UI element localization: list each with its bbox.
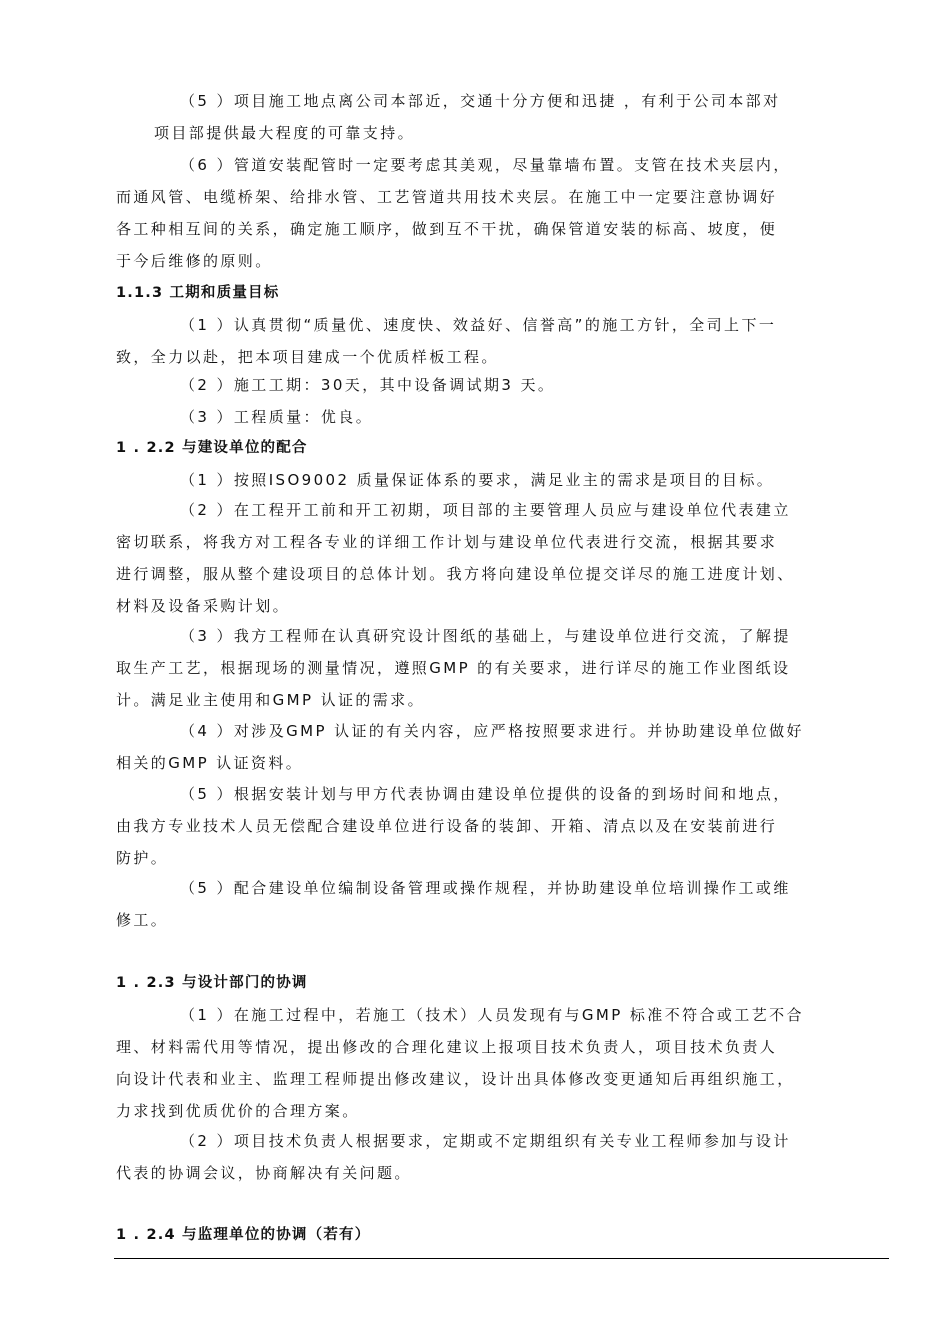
paragraph [116,620,791,716]
paragraph [116,715,804,779]
text-line: 于今后维修的原则。 [116,252,273,270]
text-line: 理、材料需代用等情况，提出修改的合理化建议上报项目技术负责人，项目技术负责人 [116,1038,778,1056]
text-line: （5 ）项目施工地点离公司本部近，交通十分方便和迅捷 ，有利于公司本部对 [180,92,781,110]
text-line: 密切联系，将我方对工程各专业的详细工作计划与建设单位代表进行交流，根据其要求 [116,533,778,551]
text-line: 材料及设备采购计划。 [116,597,291,615]
paragraph [116,149,791,277]
text-line: （3 ）我方工程师在认真研究设计图纸的基础上，与建设单位进行交流，了解提 [180,627,791,645]
text-line: （6 ）管道安装配管时一定要考虑其美观，尽量靠墙布置。支管在技术夹层内， [180,156,791,174]
text-line: 进行调整，服从整个建设项目的总体计划。我方将向建设单位提交详尽的施工进度计划、 [116,565,795,583]
text-line: （1 ）认真贯彻“质量优、速度快、效益好、信誉高”的施工方针，全司上下一 [180,316,777,334]
text-line: （5 ）配合建设单位编制设备管理或操作规程，并协助建设单位培训操作工或维 [180,879,791,897]
text-line: （2 ）在工程开工前和开工初期，项目部的主要管理人员应与建设单位代表建立 [180,501,791,519]
text-line: 项目部提供最大程度的可靠支持。 [154,124,416,142]
text-line: 由我方专业技术人员无偿配合建设单位进行设备的装卸、开箱、清点以及在安装前进行 [116,817,778,835]
text-line: （3 ）工程质量：优良。 [180,408,374,426]
paragraph [180,369,555,401]
text-line: 代表的协调会议，协商解决有关问题。 [116,1164,412,1182]
text-line: （4 ）对涉及GMP 认证的有关内容，应严格按照要求进行。并协助建设单位做好 [180,722,804,740]
section-heading: 1.1.3 工期和质量目标 [116,285,280,301]
text-line: 而通风管、电缆桥架、给排水管、工艺管道共用技术夹层。在施工中一定要注意协调好 [116,188,778,206]
text-line: （1 ）在施工过程中，若施工（技术）人员发现有与GMP 标准不符合或工艺不合 [180,1006,804,1024]
text-line: 取生产工艺，根据现场的测量情况，遵照GMP 的有关要求，进行详尽的施工作业图纸设 [116,659,791,677]
paragraph [180,401,373,433]
text-line: 力求找到优质优价的合理方案。 [116,1102,360,1120]
text-line: 相关的GMP 认证资料。 [116,754,304,772]
section-heading: 1 . 2.4 与监理单位的协调（若有） [116,1227,371,1243]
text-line: 计。满足业主使用和GMP 认证的需求。 [116,691,425,709]
footer-rule [114,1258,889,1259]
text-line: 向设计代表和业主、监理工程师提出修改建议，设计出具体修改变更通知后再组织施工， [116,1070,795,1088]
paragraph [154,85,781,149]
text-line: （1 ）按照ISO9002 质量保证体系的要求，满足业主的需求是项目的目标。 [180,471,775,489]
text-line: 致，全力以赴，把本项目建成一个优质样板工程。 [116,348,499,366]
paragraph [180,464,774,496]
text-line: （2 ）项目技术负责人根据要求，定期或不定期组织有关专业工程师参加与设计 [180,1132,791,1150]
text-line: 各工种相互间的关系，确定施工顺序，做到互不干扰，确保管道安装的标高、坡度，便 [116,220,778,238]
section-heading: 1 . 2.2 与建设单位的配合 [116,440,308,456]
paragraph [116,309,776,373]
paragraph [116,778,791,874]
paragraph [116,1125,791,1189]
paragraph [116,872,791,936]
text-line: 防护。 [116,849,169,867]
section-heading: 1 . 2.3 与设计部门的协调 [116,975,308,991]
paragraph [116,494,795,622]
text-line: 修工。 [116,911,169,929]
paragraph [116,999,804,1127]
text-line: （5 ）根据安装计划与甲方代表协调由建设单位提供的设备的到场时间和地点， [180,785,791,803]
text-line: （2 ）施工工期：30天，其中设备调试期3 天。 [180,376,556,394]
